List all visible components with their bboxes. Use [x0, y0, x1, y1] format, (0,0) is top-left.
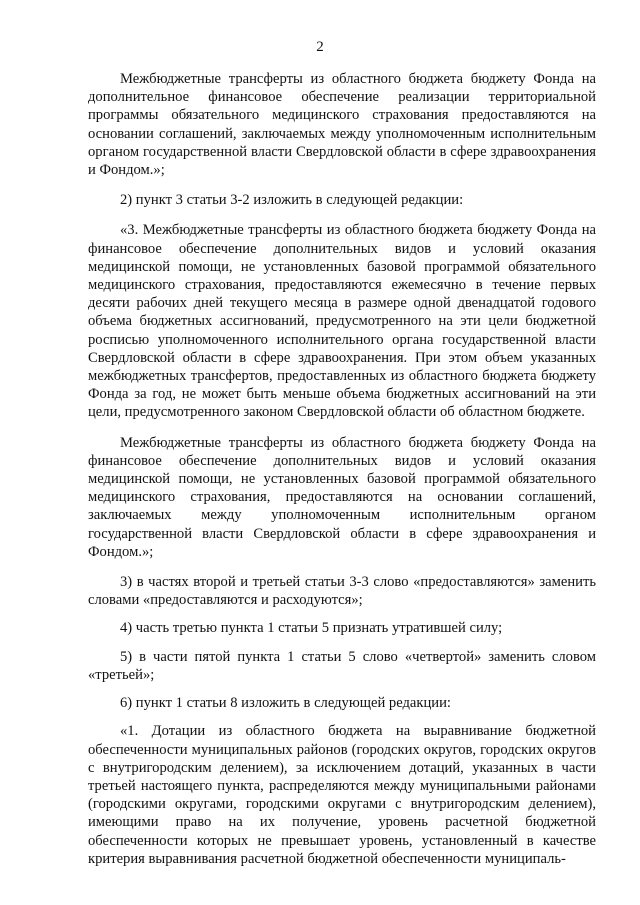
paragraph-item-2-heading: 2) пункт 3 статьи 3-2 изложить в следующей редакции: — [120, 192, 464, 209]
paragraph-transfers-additional-funding: Межбюджетные трансферты из областного бюджета бюджету Фонда на дополнительное финансовое обеспечение реализации территориальной программы обязательного медицинского страхования предоставляются на основании соглашений, заключаемых между уполномоченным исполнительным органом государственной власти Свердловской области в сфере здравоохранения и Фондом.»; — [88, 71, 596, 179]
paragraph-transfers-agreements: Межбюджетные трансферты из областного бюджета бюджету Фонда на финансовое обеспечение дополнительных видов и условий оказания медицинской помощи, не установленных базовой программой обязательного медицинского страхования, предоставляются на основании соглашений, заключаемых между уполномоченным исполнительным органом государственной власти Свердловской области в сфере здравоохранения и Фондом.»; — [88, 434, 596, 560]
document-body — [88, 70, 596, 868]
paragraph-clause-1-subsidies: «1. Дотации из областного бюджета на выравнивание бюджетной обеспеченности муниципальных районов (городских округов, городских округов с внутригородским делением), за исключением дотаций, указанных в части третьей настоящего пункта, распределяются между муниципальными районами (городскими округами, городскими округами с внутригородским делением), имеющими право на их получение, уровень расчетной бюджетной обеспеченности которых не превышает уровень, установленный в качестве критерия выравнивания расчетной бюджетной обеспеченности муниципаль- — [88, 723, 596, 867]
paragraph-item-5: 5) в части пятой пункта 1 статьи 5 слово «четвертой» заменить словом «третьей»; — [88, 648, 596, 683]
paragraph-item-6-heading: 6) пункт 1 статьи 8 изложить в следующей редакции: — [120, 695, 451, 712]
paragraph-clause-3-text: «3. Межбюджетные трансферты из областного бюджета бюджету Фонда на финансовое обеспечение дополнительных видов и условий оказания медицинской помощи, не установленных базовой программой обязательного медицинского страхования, предоставляются ежемесячно в течение первых десяти рабочих дней текущего месяца в размере одной двенадцатой годового объема бюджетных ассигнований, предусмотренного на эти цели бюджетной росписью уполномоченного исполнительного органа государственной власти Свердловской области в сфере здравоохранения. При этом объем указанных межбюджетных трансфертов, предоставленных из областного бюджета бюджету Фонда за год, не может быть меньше объема бюджетных ассигнований на эти цели, предусмотренного законом Свердловской области об областном бюджете. — [88, 222, 596, 421]
paragraph-item-3: 3) в частях второй и третьей статьи 3-3 слово «предоставляются» заменить словами «предоставляются и расходуются»; — [88, 574, 596, 609]
page-number: 2 — [316, 39, 324, 55]
paragraph-item-4: 4) часть третью пункта 1 статьи 5 признать утратившей силу; — [120, 620, 503, 637]
